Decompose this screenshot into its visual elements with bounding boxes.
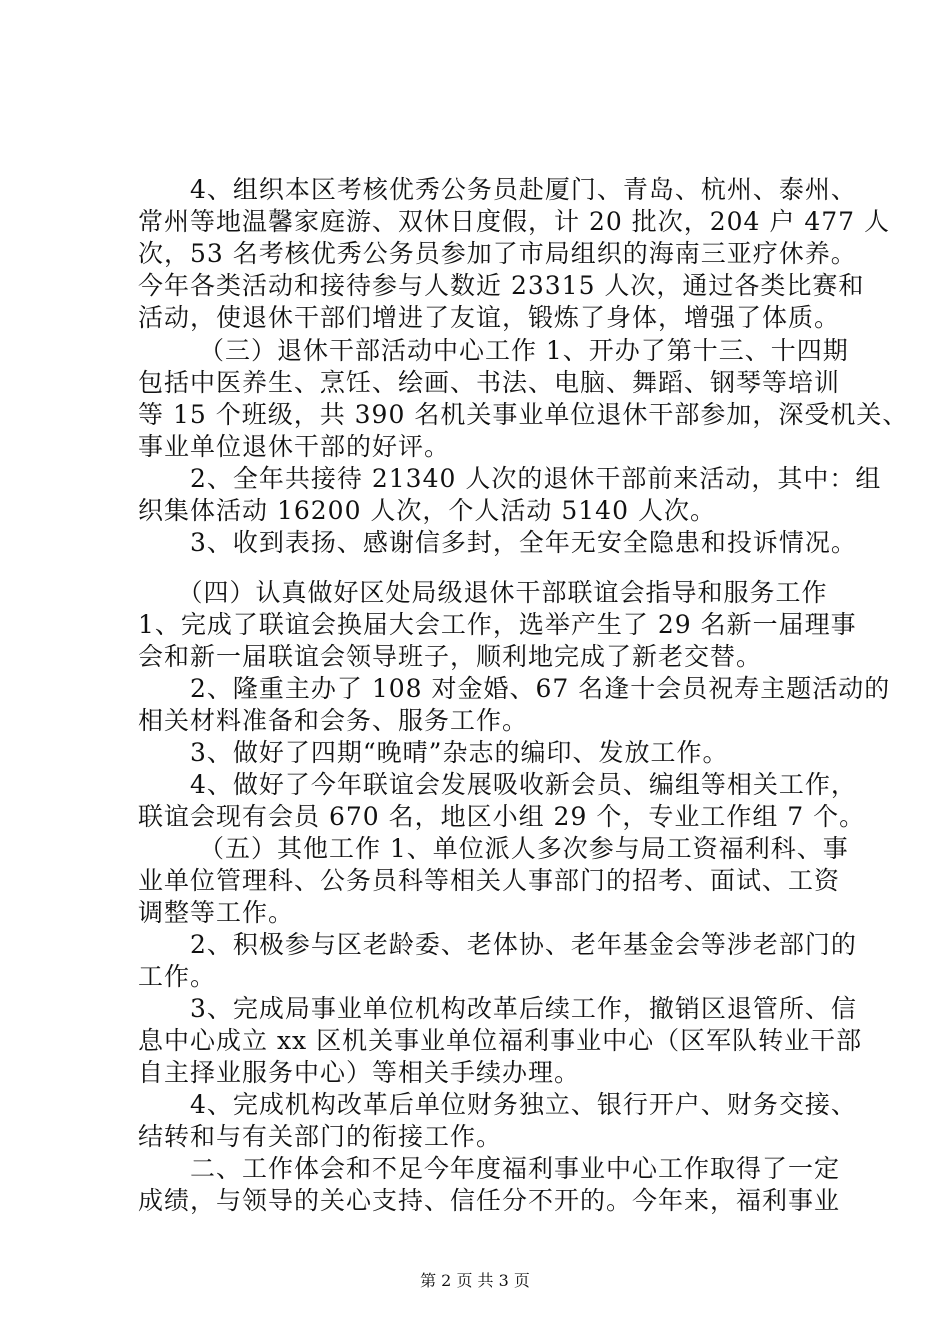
text-line: 1、完成了联谊会换届大会工作，选举产生了 29 名新一届理事: [138, 610, 857, 639]
text-line: 等 15 个班级，共 390 名机关事业单位退休干部参加，深受机关、: [138, 400, 909, 429]
text-line: （三）退休干部活动中心工作 1、开办了第十三、十四期: [138, 336, 849, 365]
text-line: 4、完成机构改革后单位财务独立、银行开户、财务交接、: [138, 1090, 857, 1119]
text-line: 3、完成局事业单位机构改革后续工作，撤销区退管所、信: [138, 994, 857, 1023]
text-line: 3、做好了四期“晚晴”杂志的编印、发放工作。: [138, 738, 729, 767]
text-line: 成绩，与领导的关心支持、信任分不开的。今年来，福利事业: [138, 1186, 841, 1215]
text-line: 织集体活动 16200 人次，个人活动 5140 人次。: [138, 496, 716, 525]
text-line: 联谊会现有会员 670 名，地区小组 29 个，专业工作组 7 个。: [138, 802, 866, 831]
text-line: 常州等地温馨家庭游、双休日度假，计 20 批次，204 户 477 人: [138, 207, 890, 236]
text-line: 包括中医养生、烹饪、绘画、书法、电脑、舞蹈、钢琴等培训: [138, 368, 841, 397]
text-line: 结转和与有关部门的衔接工作。: [138, 1122, 503, 1151]
text-line: 调整等工作。: [138, 898, 295, 927]
page-number-footer: 第 2 页 共 3 页: [420, 1271, 530, 1290]
text-line: 3、收到表扬、感谢信多封，全年无安全隐患和投诉情况。: [138, 528, 857, 557]
text-line: 业单位管理科、公务员科等相关人事部门的招考、面试、工资: [138, 866, 841, 895]
text-line: 二、工作体会和不足今年度福利事业中心工作取得了一定: [138, 1154, 841, 1183]
text-line: 次，53 名考核优秀公务员参加了市局组织的海南三亚疗休养。: [138, 239, 857, 268]
text-line: （四）认真做好区处局级退休干部联谊会指导和服务工作: [138, 578, 828, 607]
text-line: （五）其他工作 1、单位派人多次参与局工资福利科、事: [138, 834, 849, 863]
text-line: 2、全年共接待 21340 人次的退休干部前来活动，其中：组: [138, 464, 882, 493]
text-line: 事业单位退休干部的好评。: [138, 432, 451, 461]
text-line: 活动，使退休干部们增进了友谊，锻炼了身体，增强了体质。: [138, 303, 841, 332]
text-line: 相关材料准备和会务、服务工作。: [138, 706, 529, 735]
text-line: 今年各类活动和接待参与人数近 23315 人次，通过各类比赛和: [138, 271, 865, 300]
text-line: 4、组织本区考核优秀公务员赴厦门、青岛、杭州、泰州、: [138, 175, 857, 204]
text-line: 4、做好了今年联谊会发展吸收新会员、编组等相关工作，: [138, 770, 857, 799]
text-line: 2、隆重主办了 108 对金婚、67 名逢十会员祝寿主题活动的: [138, 674, 891, 703]
text-line: 息中心成立 xx 区机关事业单位福利事业中心（区军队转业干部: [138, 1026, 863, 1055]
text-line: 2、积极参与区老龄委、老体协、老年基金会等涉老部门的: [138, 930, 857, 959]
text-line: 自主择业服务中心）等相关手续办理。: [138, 1058, 581, 1087]
text-line: 工作。: [138, 962, 217, 991]
text-line: 会和新一届联谊会领导班子，顺利地完成了新老交替。: [138, 642, 763, 671]
